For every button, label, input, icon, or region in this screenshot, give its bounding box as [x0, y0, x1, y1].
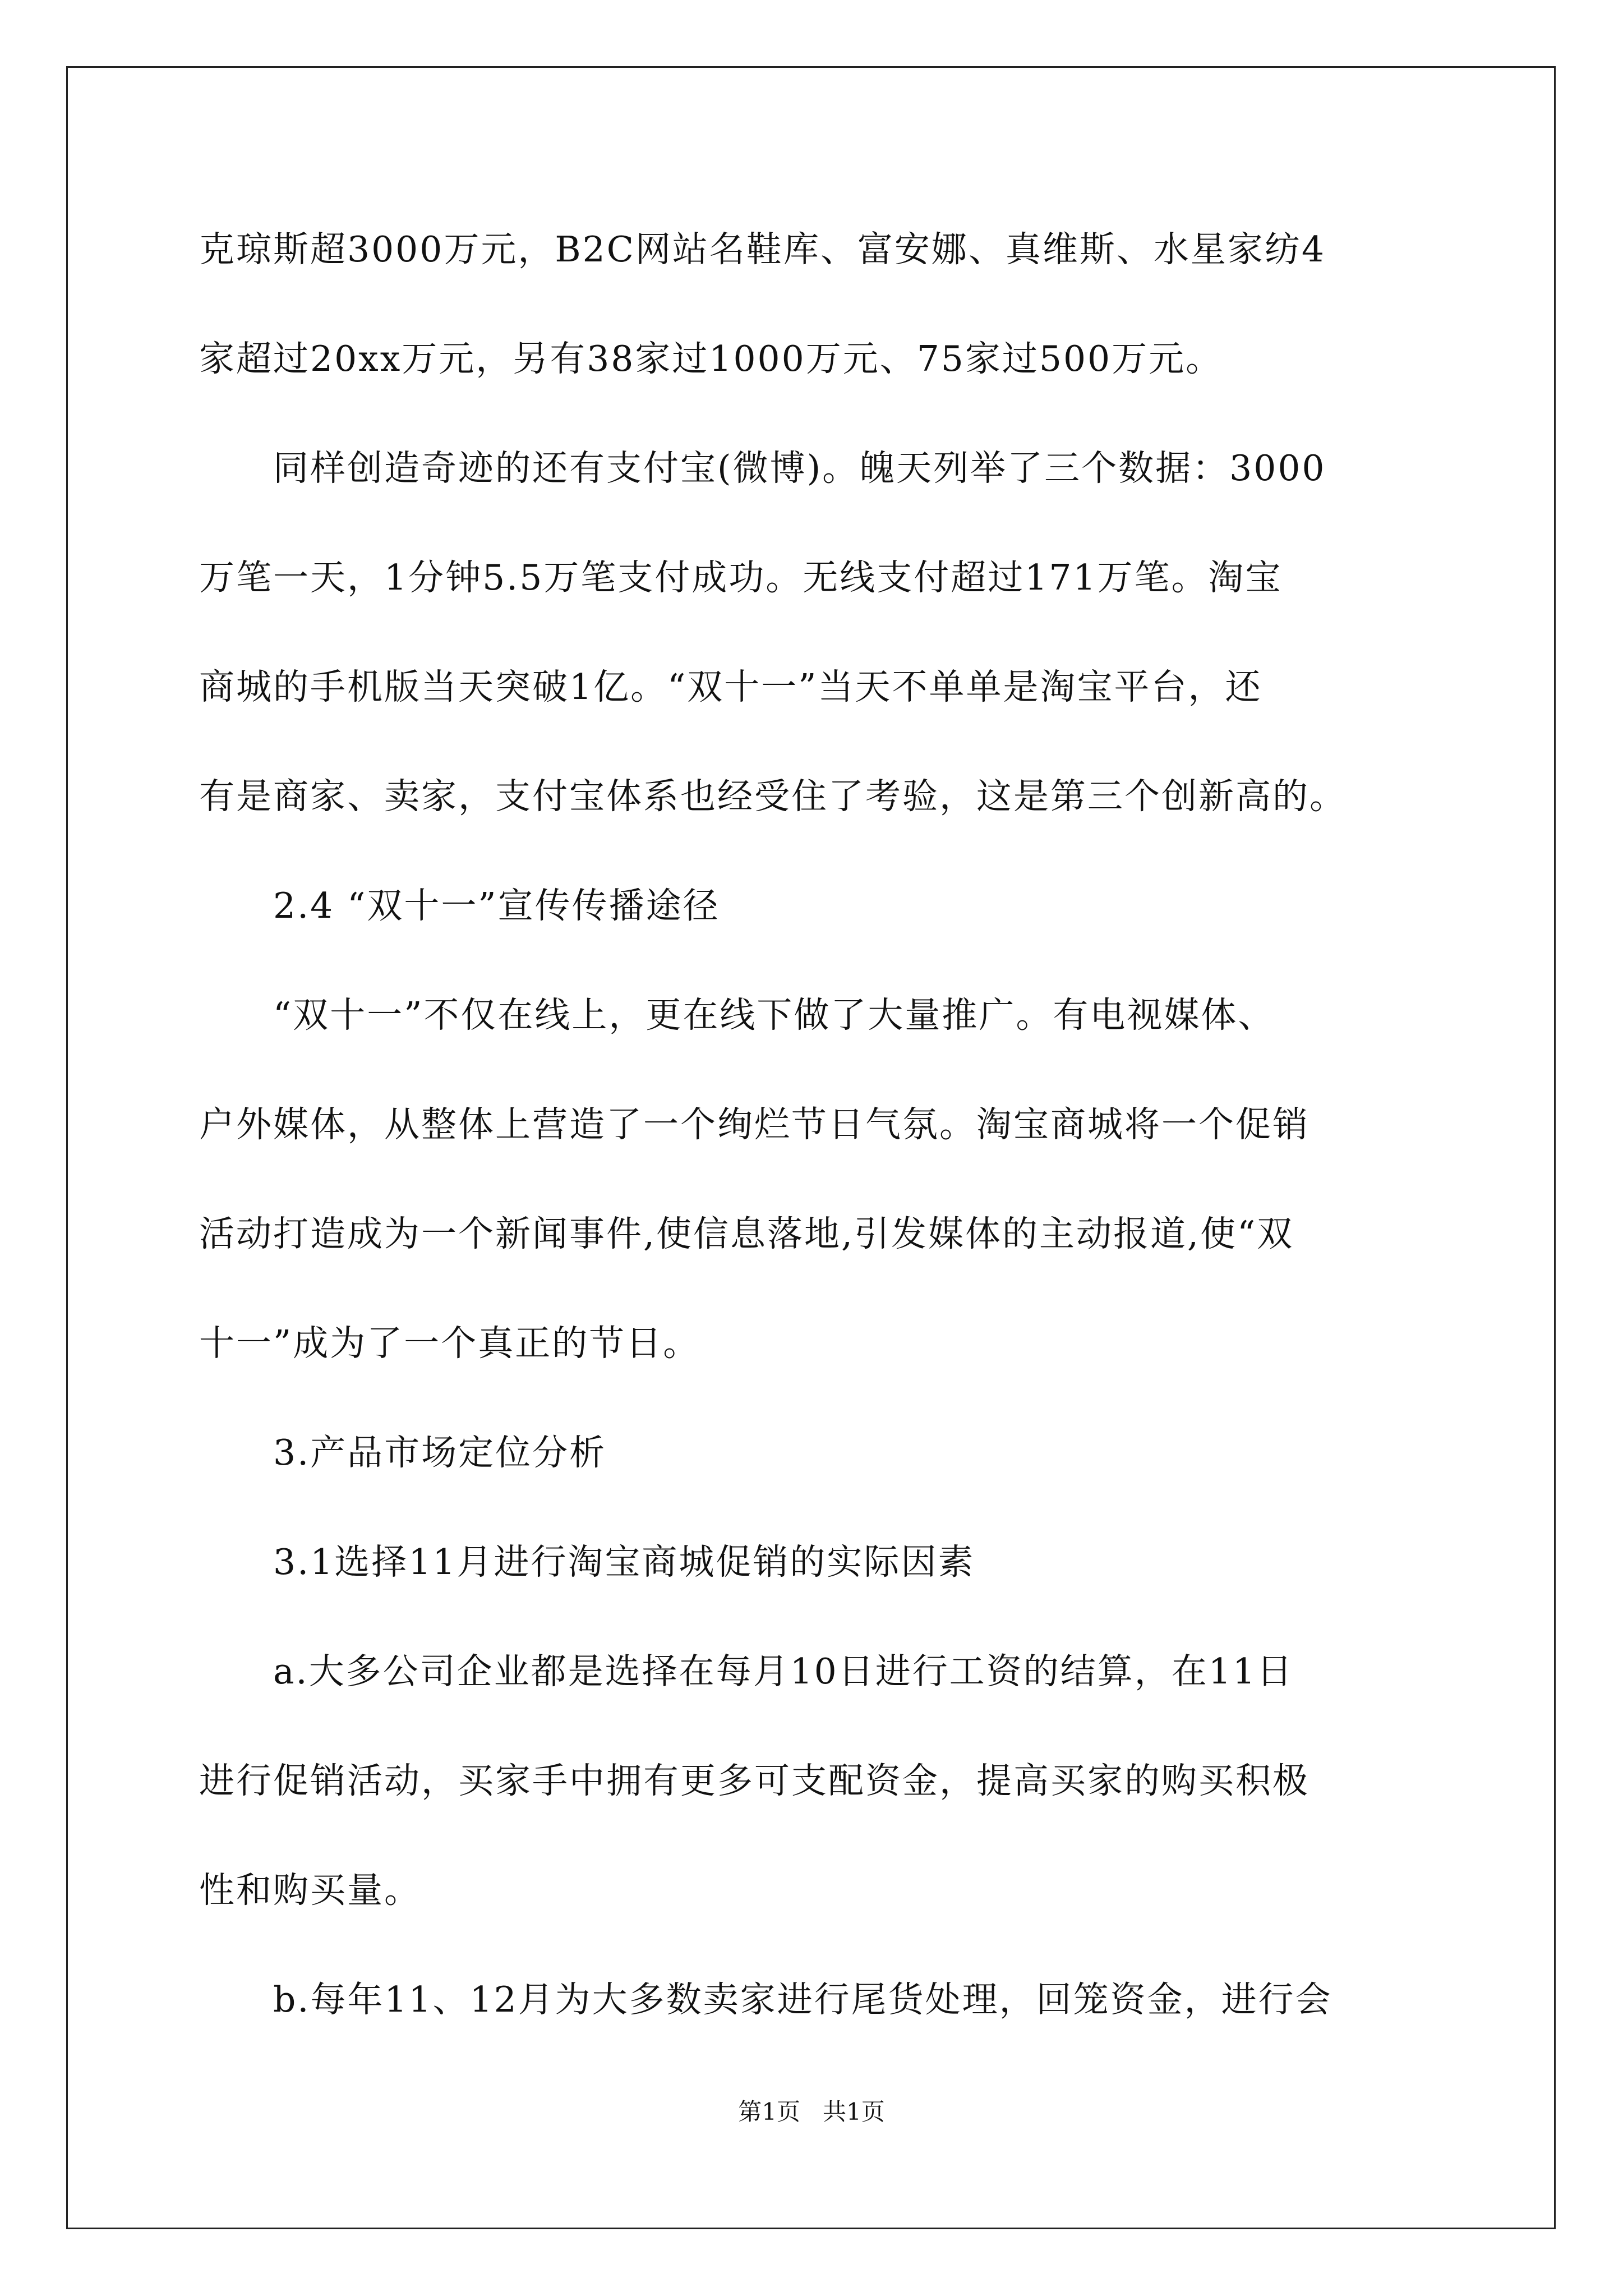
text-line: 有是商家、卖家，支付宝体系也经受住了考验，这是第三个创新高的。 — [199, 776, 1347, 817]
text-line: b.每年11、12月为大多数卖家进行尾货处理，回笼资金，进行会 — [273, 1979, 1332, 2020]
page-footer: 第1页 共1页 — [738, 2098, 885, 2125]
text-line: 进行促销活动，买家手中拥有更多可支配资金，提高买家的购买积极 — [199, 1760, 1310, 1801]
text-line: “双十一”不仅在线上，更在线下做了大量推广。有电视媒体、 — [273, 995, 1275, 1036]
text-line: 性和购买量。 — [199, 1870, 421, 1911]
text-line: 万笔一天，1分钟5.5万笔支付成功。无线支付超过171万笔。淘宝 — [199, 557, 1283, 598]
text-line: 克琼斯超3000万元，B2C网站名鞋库、富安娜、真维斯、水星家纺4 — [199, 229, 1326, 270]
text-line: 十一”成为了一个真正的节日。 — [199, 1323, 700, 1364]
text-line: a.大多公司企业都是选择在每月10日进行工资的结算，在11日 — [273, 1651, 1294, 1692]
section-heading: 3.1选择11月进行淘宝商城促销的实际因素 — [273, 1542, 975, 1582]
text-line: 户外媒体，从整体上营造了一个绚烂节日气氛。淘宝商城将一个促销 — [199, 1104, 1310, 1145]
text-line: 商城的手机版当天突破1亿。“双十一”当天不单单是淘宝平台，还 — [199, 666, 1262, 707]
text-line: 家超过20xx万元，另有38家过1000万元、75家过500万元。 — [199, 338, 1223, 379]
text-line: 活动打造成为一个新闻事件,使信息落地,引发媒体的主动报道,使“双 — [199, 1213, 1294, 1254]
section-heading: 2.4 “双十一”宣传传播途径 — [273, 885, 720, 926]
text-line: 同样创造奇迹的还有支付宝(微博)。魄天列举了三个数据：3000 — [273, 448, 1326, 489]
section-heading: 3.产品市场定位分析 — [273, 1432, 607, 1473]
